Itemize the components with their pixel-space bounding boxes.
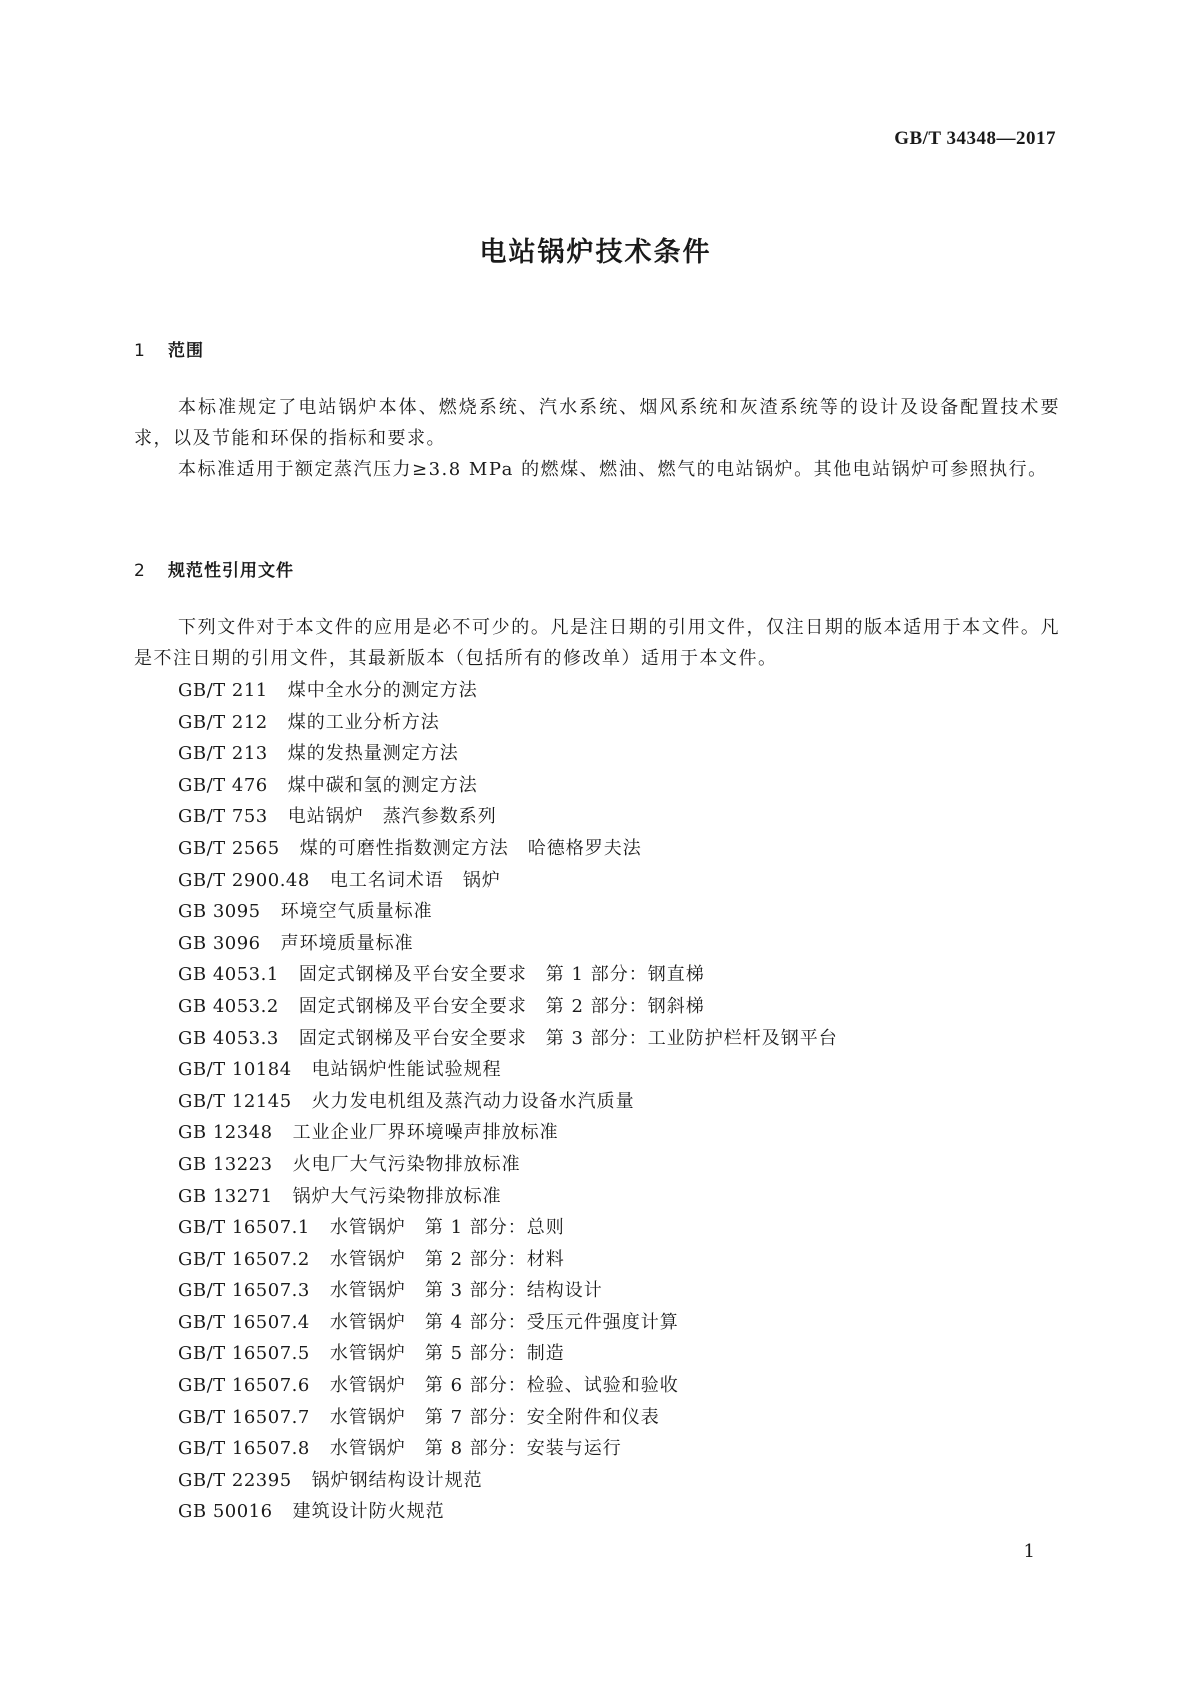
reference-code: GB/T 16507.7 bbox=[178, 1406, 310, 1428]
reference-title: 煤中碳和氢的测定方法 bbox=[287, 774, 478, 796]
reference-code: GB/T 211 bbox=[178, 680, 268, 701]
reference-title: 火力发电机组及蒸汽动力设备水汽质量 bbox=[311, 1090, 635, 1112]
reference-code: GB 4053.2 bbox=[178, 995, 279, 1017]
reference-item bbox=[178, 1496, 838, 1528]
document-title: 电站锅炉技术条件 bbox=[479, 237, 712, 268]
reference-title: 水管锅炉 第 1 部分：总则 bbox=[329, 1217, 565, 1239]
reference-title: 固定式钢梯及平台安全要求 第 2 部分：钢斜梯 bbox=[298, 995, 705, 1017]
reference-title: 水管锅炉 第 4 部分：受压元件强度计算 bbox=[329, 1311, 679, 1333]
reference-title: 煤的发热量测定方法 bbox=[287, 743, 459, 765]
reference-code: GB 12348 bbox=[178, 1122, 273, 1144]
reference-item bbox=[178, 738, 838, 770]
reference-title: 水管锅炉 第 3 部分：结构设计 bbox=[329, 1280, 603, 1302]
reference-item bbox=[178, 928, 838, 960]
reference-item bbox=[178, 896, 838, 928]
reference-code: GB/T 16507.8 bbox=[178, 1438, 310, 1460]
reference-title: 工业企业厂界环境噪声排放标准 bbox=[292, 1122, 559, 1144]
reference-code: GB/T 16507.6 bbox=[178, 1375, 310, 1397]
reference-item bbox=[178, 1402, 838, 1434]
reference-item bbox=[178, 1117, 838, 1149]
reference-code: GB/T 2565 bbox=[178, 837, 280, 859]
reference-code: GB 4053.3 bbox=[178, 1027, 279, 1049]
section-1-number: 1 bbox=[134, 341, 146, 361]
reference-title: 锅炉大气污染物排放标准 bbox=[292, 1185, 502, 1207]
reference-title: 固定式钢梯及平台安全要求 第 1 部分：钢直梯 bbox=[298, 964, 705, 986]
reference-title: 煤中全水分的测定方法 bbox=[287, 680, 478, 701]
reference-item bbox=[178, 1244, 838, 1276]
reference-code: GB/T 16507.4 bbox=[178, 1311, 310, 1333]
section-1-paragraph-1: 本标准规定了电站锅炉本体、燃烧系统、汽水系统、烟风系统和灰渣系统等的设计及设备配置技术要求，以及节能和环保的指标和要求。 bbox=[134, 397, 1060, 449]
reference-title: 电站锅炉 蒸汽参数系列 bbox=[287, 806, 497, 828]
reference-item bbox=[178, 1370, 838, 1402]
reference-title: 煤的可磨性指数测定方法 哈德格罗夫法 bbox=[299, 837, 642, 859]
reference-item bbox=[178, 865, 838, 897]
reference-code: GB/T 476 bbox=[178, 774, 268, 796]
reference-item bbox=[178, 833, 838, 865]
reference-item bbox=[178, 1433, 838, 1465]
reference-item bbox=[178, 991, 838, 1023]
reference-item bbox=[178, 1181, 838, 1213]
reference-item bbox=[178, 675, 838, 707]
reference-code: GB/T 16507.5 bbox=[178, 1343, 310, 1365]
page-number: 1 bbox=[1023, 1541, 1035, 1562]
section-2-number: 2 bbox=[134, 561, 146, 581]
reference-item bbox=[178, 959, 838, 991]
reference-code: GB 13271 bbox=[178, 1185, 273, 1207]
reference-code: GB/T 12145 bbox=[178, 1090, 292, 1112]
normative-references-list bbox=[178, 675, 838, 1528]
reference-item bbox=[178, 801, 838, 833]
reference-title: 水管锅炉 第 8 部分：安装与运行 bbox=[329, 1438, 622, 1460]
reference-title: 声环境质量标准 bbox=[280, 932, 414, 954]
reference-item bbox=[178, 1054, 838, 1086]
reference-title: 固定式钢梯及平台安全要求 第 3 部分：工业防护栏杆及钢平台 bbox=[298, 1027, 838, 1049]
reference-item bbox=[178, 1307, 838, 1339]
reference-code: GB 4053.1 bbox=[178, 964, 279, 986]
reference-title: 水管锅炉 第 2 部分：材料 bbox=[329, 1248, 565, 1270]
reference-title: 水管锅炉 第 5 部分：制造 bbox=[329, 1343, 565, 1365]
reference-code: GB/T 212 bbox=[178, 711, 268, 733]
reference-code: GB/T 22395 bbox=[178, 1469, 292, 1491]
reference-title: 煤的工业分析方法 bbox=[287, 711, 440, 733]
reference-title: 环境空气质量标准 bbox=[280, 901, 433, 923]
section-1-heading bbox=[134, 336, 204, 361]
reference-item bbox=[178, 770, 838, 802]
reference-code: GB/T 10184 bbox=[178, 1059, 292, 1081]
reference-item bbox=[178, 1212, 838, 1244]
reference-title: 电工名词术语 锅炉 bbox=[329, 869, 501, 891]
section-2-title: 规范性引用文件 bbox=[168, 561, 294, 581]
section-1-paragraph-2: 本标准适用于额定蒸汽压力≥3.8 MPa 的燃煤、燃油、燃气的电站锅炉。其他电站锅炉可参照执行。 bbox=[178, 459, 1048, 480]
reference-code: GB/T 16507.3 bbox=[178, 1280, 310, 1302]
reference-item bbox=[178, 1086, 838, 1118]
reference-title: 建筑设计防火规范 bbox=[292, 1501, 445, 1523]
reference-code: GB/T 16507.1 bbox=[178, 1217, 310, 1239]
section-1-title: 范围 bbox=[168, 341, 204, 361]
reference-code: GB 3096 bbox=[178, 932, 261, 954]
reference-item bbox=[178, 1338, 838, 1370]
reference-title: 锅炉钢结构设计规范 bbox=[311, 1469, 483, 1491]
reference-code: GB 50016 bbox=[178, 1501, 273, 1523]
reference-item bbox=[178, 1275, 838, 1307]
reference-code: GB/T 2900.48 bbox=[178, 869, 310, 891]
reference-item bbox=[178, 1023, 838, 1055]
reference-item bbox=[178, 1149, 838, 1181]
reference-title: 火电厂大气污染物排放标准 bbox=[292, 1153, 521, 1175]
reference-title: 水管锅炉 第 7 部分：安全附件和仪表 bbox=[329, 1406, 660, 1428]
reference-code: GB/T 16507.2 bbox=[178, 1248, 310, 1270]
section-2-heading bbox=[134, 556, 294, 581]
standard-code: GB/T 34348—2017 bbox=[894, 128, 1056, 149]
reference-code: GB 3095 bbox=[178, 901, 261, 923]
reference-code: GB/T 753 bbox=[178, 806, 268, 828]
section-2-intro: 下列文件对于本文件的应用是必不可少的。凡是注日期的引用文件，仅注日期的版本适用于本文件。凡是不注日期的引用文件，其最新版本（包括所有的修改单）适用于本文件。 bbox=[134, 617, 1060, 669]
reference-item bbox=[178, 707, 838, 739]
reference-code: GB 13223 bbox=[178, 1153, 273, 1175]
reference-item bbox=[178, 1465, 838, 1497]
reference-title: 电站锅炉性能试验规程 bbox=[311, 1059, 502, 1081]
reference-code: GB/T 213 bbox=[178, 743, 268, 765]
reference-title: 水管锅炉 第 6 部分：检验、试验和验收 bbox=[329, 1375, 679, 1397]
